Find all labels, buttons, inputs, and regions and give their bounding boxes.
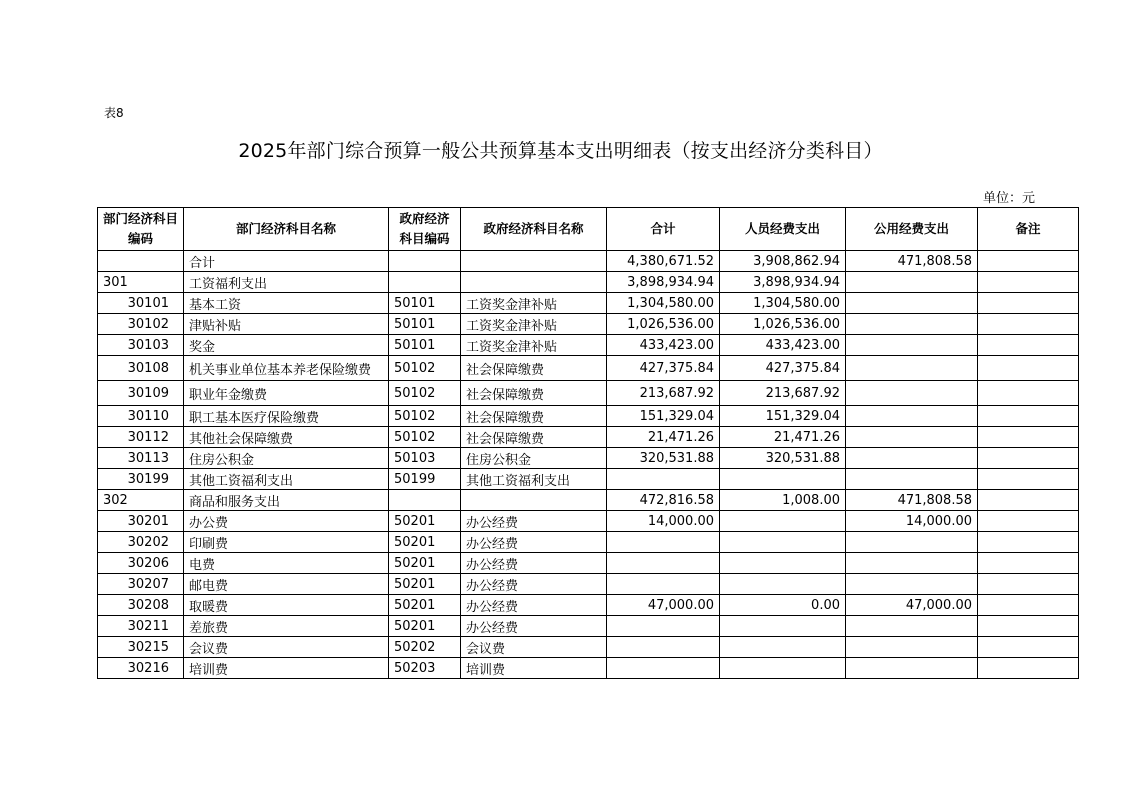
cell-total: 433,423.00 [607,335,720,356]
cell-note [978,658,1079,679]
cell-public [846,658,978,679]
header-public: 公用经费支出 [846,208,978,251]
cell-public [846,553,978,574]
table-row [98,406,1079,427]
cell-gov-code: 50102 [389,427,461,448]
cell-dept-code: 30206 [98,553,184,574]
cell-gov-code: 50201 [389,595,461,616]
cell-dept-code: 30215 [98,637,184,658]
cell-personnel: 1,008.00 [720,490,846,511]
cell-gov-name: 办公经费 [461,574,607,595]
cell-gov-code: 50202 [389,637,461,658]
cell-dept-name: 基本工资 [184,293,389,314]
cell-dept-code: 30208 [98,595,184,616]
cell-gov-name [461,272,607,293]
cell-gov-code: 50102 [389,406,461,427]
cell-dept-name: 合计 [184,251,389,272]
cell-personnel [720,532,846,553]
table-row [98,511,1079,532]
cell-public: 471,808.58 [846,251,978,272]
cell-dept-code: 30101 [98,293,184,314]
cell-gov-name: 工资奖金津补贴 [461,293,607,314]
cell-personnel: 21,471.26 [720,427,846,448]
cell-note [978,381,1079,406]
table-row [98,272,1079,293]
cell-gov-name: 办公经费 [461,532,607,553]
cell-total: 14,000.00 [607,511,720,532]
cell-gov-code: 50199 [389,469,461,490]
cell-gov-name: 培训费 [461,658,607,679]
table-row [98,314,1079,335]
cell-total [607,574,720,595]
cell-gov-name: 办公经费 [461,616,607,637]
cell-public [846,293,978,314]
header-dept-code: 部门经济科目编码 [98,208,184,251]
cell-personnel [720,553,846,574]
header-gov-name: 政府经济科目名称 [461,208,607,251]
page-title: 2025年部门综合预算一般公共预算基本支出明细表（按支出经济分类科目） [238,140,883,162]
cell-dept-name: 机关事业单位基本养老保险缴费 [184,356,389,381]
cell-gov-name: 社会保障缴费 [461,381,607,406]
cell-note [978,314,1079,335]
cell-dept-code: 30201 [98,511,184,532]
cell-note [978,251,1079,272]
cell-note [978,356,1079,381]
cell-gov-code: 50101 [389,335,461,356]
cell-personnel: 0.00 [720,595,846,616]
cell-gov-code: 50101 [389,293,461,314]
cell-dept-code: 30109 [98,381,184,406]
cell-dept-name: 职业年金缴费 [184,381,389,406]
cell-total [607,637,720,658]
table-row [98,553,1079,574]
cell-gov-code: 50201 [389,574,461,595]
cell-gov-name: 工资奖金津补贴 [461,314,607,335]
table-row [98,490,1079,511]
cell-public [846,448,978,469]
cell-total [607,658,720,679]
cell-note [978,448,1079,469]
cell-dept-code: 301 [98,272,184,293]
cell-personnel: 3,898,934.94 [720,272,846,293]
cell-public [846,272,978,293]
cell-public [846,469,978,490]
cell-gov-code: 50201 [389,553,461,574]
cell-total: 213,687.92 [607,381,720,406]
cell-dept-name: 商品和服务支出 [184,490,389,511]
cell-dept-code: 30207 [98,574,184,595]
cell-note [978,532,1079,553]
cell-dept-name: 会议费 [184,637,389,658]
header-note: 备注 [978,208,1079,251]
cell-note [978,427,1079,448]
cell-dept-name: 职工基本医疗保险缴费 [184,406,389,427]
cell-total: 4,380,671.52 [607,251,720,272]
cell-note [978,553,1079,574]
cell-public [846,616,978,637]
cell-note [978,511,1079,532]
cell-personnel: 3,908,862.94 [720,251,846,272]
cell-total: 320,531.88 [607,448,720,469]
header-dept-name: 部门经济科目名称 [184,208,389,251]
table-label: 表8 [104,106,124,120]
cell-total: 21,471.26 [607,427,720,448]
cell-public [846,381,978,406]
cell-gov-name: 会议费 [461,637,607,658]
table-row [98,251,1079,272]
cell-note [978,616,1079,637]
cell-dept-code: 30103 [98,335,184,356]
table-row [98,448,1079,469]
cell-total: 47,000.00 [607,595,720,616]
cell-total: 1,304,580.00 [607,293,720,314]
cell-personnel [720,637,846,658]
cell-gov-name: 办公经费 [461,511,607,532]
cell-dept-name: 电费 [184,553,389,574]
cell-public [846,406,978,427]
cell-dept-code: 30113 [98,448,184,469]
cell-personnel: 213,687.92 [720,381,846,406]
cell-personnel [720,469,846,490]
cell-note [978,406,1079,427]
table-row [98,293,1079,314]
cell-gov-name: 工资奖金津补贴 [461,335,607,356]
cell-gov-name: 社会保障缴费 [461,356,607,381]
cell-total: 151,329.04 [607,406,720,427]
cell-gov-code [389,251,461,272]
table-row [98,595,1079,616]
cell-public [846,427,978,448]
cell-dept-code: 30102 [98,314,184,335]
cell-personnel: 427,375.84 [720,356,846,381]
cell-gov-code: 50201 [389,616,461,637]
cell-dept-code: 30112 [98,427,184,448]
cell-gov-name: 办公经费 [461,553,607,574]
header-total: 合计 [607,208,720,251]
cell-dept-code: 30202 [98,532,184,553]
cell-note [978,272,1079,293]
cell-note [978,335,1079,356]
cell-note [978,293,1079,314]
cell-gov-code: 50101 [389,314,461,335]
cell-public [846,637,978,658]
cell-total [607,553,720,574]
cell-gov-name: 社会保障缴费 [461,406,607,427]
cell-dept-name: 培训费 [184,658,389,679]
cell-dept-name: 邮电费 [184,574,389,595]
unit-label: 单位：元 [982,191,1035,206]
table-row [98,381,1079,406]
cell-total [607,532,720,553]
cell-personnel: 1,026,536.00 [720,314,846,335]
cell-total: 1,026,536.00 [607,314,720,335]
cell-total: 427,375.84 [607,356,720,381]
cell-personnel: 320,531.88 [720,448,846,469]
cell-gov-code [389,490,461,511]
cell-gov-name: 办公经费 [461,595,607,616]
cell-gov-code: 50201 [389,532,461,553]
cell-public: 471,808.58 [846,490,978,511]
cell-gov-name [461,251,607,272]
cell-dept-name: 办公费 [184,511,389,532]
cell-dept-code: 30199 [98,469,184,490]
cell-public [846,356,978,381]
cell-gov-name: 住房公积金 [461,448,607,469]
table-row [98,574,1079,595]
cell-total [607,469,720,490]
cell-public [846,532,978,553]
cell-gov-code: 50203 [389,658,461,679]
table-header-row [98,208,1079,251]
cell-personnel [720,511,846,532]
cell-gov-code [389,272,461,293]
cell-dept-name: 其他工资福利支出 [184,469,389,490]
cell-dept-code [98,251,184,272]
table-row [98,532,1079,553]
header-gov-code: 政府经济科目编码 [389,208,461,251]
cell-public: 14,000.00 [846,511,978,532]
table-row [98,427,1079,448]
cell-dept-name: 取暖费 [184,595,389,616]
table-row [98,637,1079,658]
cell-dept-code: 30216 [98,658,184,679]
cell-dept-name: 差旅费 [184,616,389,637]
cell-personnel: 151,329.04 [720,406,846,427]
header-personnel: 人员经费支出 [720,208,846,251]
cell-dept-name: 工资福利支出 [184,272,389,293]
table-row [98,356,1079,381]
cell-note [978,490,1079,511]
cell-gov-code: 50201 [389,511,461,532]
cell-gov-name [461,490,607,511]
cell-dept-name: 其他社会保障缴费 [184,427,389,448]
cell-note [978,637,1079,658]
table-row [98,335,1079,356]
cell-personnel: 433,423.00 [720,335,846,356]
table-row [98,658,1079,679]
cell-total [607,616,720,637]
cell-public [846,335,978,356]
cell-note [978,595,1079,616]
cell-personnel [720,616,846,637]
cell-gov-name: 其他工资福利支出 [461,469,607,490]
table-row [98,469,1079,490]
cell-gov-name: 社会保障缴费 [461,427,607,448]
cell-total: 3,898,934.94 [607,272,720,293]
cell-public: 47,000.00 [846,595,978,616]
table-body [98,251,1079,679]
cell-total: 472,816.58 [607,490,720,511]
cell-dept-code: 302 [98,490,184,511]
cell-public [846,314,978,335]
cell-personnel [720,658,846,679]
cell-dept-name: 津贴补贴 [184,314,389,335]
cell-gov-code: 50102 [389,381,461,406]
cell-gov-code: 50103 [389,448,461,469]
cell-public [846,574,978,595]
cell-dept-name: 奖金 [184,335,389,356]
cell-dept-name: 住房公积金 [184,448,389,469]
cell-dept-code: 30108 [98,356,184,381]
cell-personnel [720,574,846,595]
cell-dept-code: 30211 [98,616,184,637]
cell-note [978,469,1079,490]
table-row [98,616,1079,637]
cell-note [978,574,1079,595]
budget-table [97,207,1079,679]
cell-dept-code: 30110 [98,406,184,427]
cell-gov-code: 50102 [389,356,461,381]
cell-personnel: 1,304,580.00 [720,293,846,314]
cell-dept-name: 印刷费 [184,532,389,553]
